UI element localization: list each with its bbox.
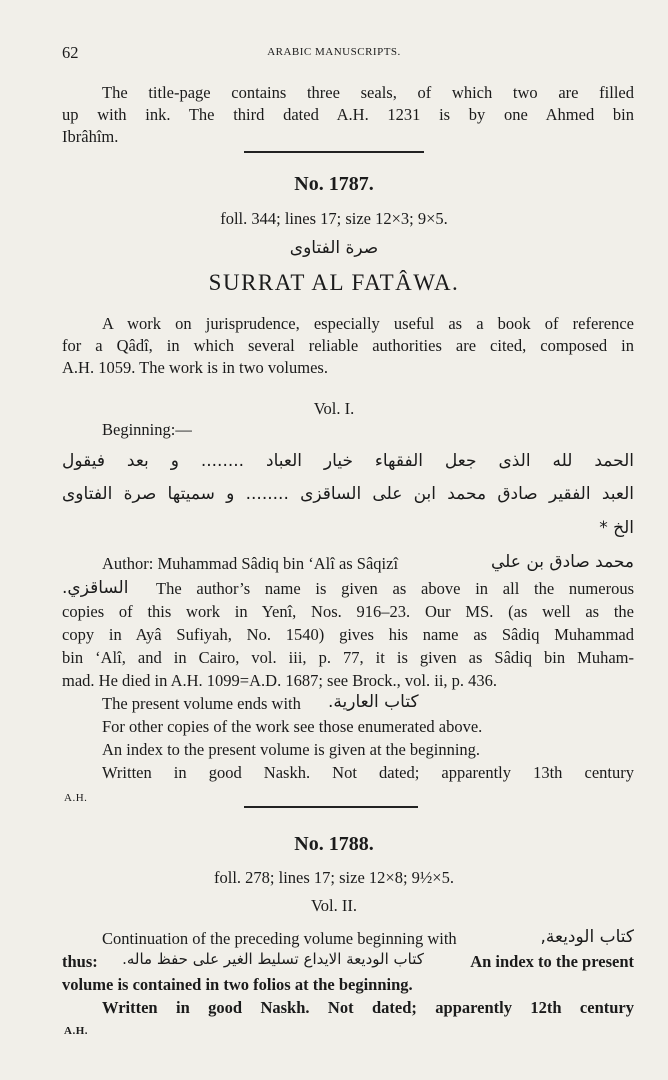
intro-line-1: The title-page contains three seals, of which two are filled xyxy=(102,83,634,102)
author-line-1: Author: Muhammad Sâdiq bin ‘Alî as Sâqizî xyxy=(102,554,399,573)
entry2-arabic-2: كتاب الوديعة الايداع تسليط الغير على حفظ ماله. xyxy=(122,950,424,968)
divider-rule-2 xyxy=(244,806,418,808)
volume-label-2: Vol. II. xyxy=(311,896,357,915)
note-line-3: An index to the present volume is given at the beginning. xyxy=(102,740,481,759)
author-line-4: copy in Ayâ Sufiyah, No. 1540) gives his name as Sâdiq Muhammad xyxy=(62,625,634,644)
ends-arabic: كتاب العارية. xyxy=(328,692,419,712)
ah-label-2: A.H. xyxy=(64,1025,88,1037)
entry2-line-5: Written in good Naskh. Not dated; apparently 12th century xyxy=(102,998,634,1017)
author-arabic: محمد صادق بن علي xyxy=(490,552,634,572)
author-line-5: bin ‘Alî, and in Cairo, vol. iii, p. 77, it is given as Sâdiq bin Muham- xyxy=(62,648,634,667)
note-line-4: Written in good Naskh. Not dated; apparently 13th century xyxy=(102,763,634,782)
beginning-label: Beginning:— xyxy=(102,420,192,439)
desc-line-3: A.H. 1059. The work is in two volumes. xyxy=(62,358,328,377)
entry-number: No. 1787. xyxy=(294,173,374,195)
entry2-line-4: volume is contained in two folios at the beginning. xyxy=(62,975,413,994)
note-line-2: For other copies of the work see those enumerated above. xyxy=(102,717,483,736)
entry-number-2: No. 1788. xyxy=(294,833,374,855)
entry2-arabic-1: كتاب الوديعة, xyxy=(540,927,634,947)
note-line-1: The present volume ends with xyxy=(102,694,301,713)
author-line-6: mad. He died in A.H. 1099=A.D. 1687; see Brock., vol. ii, p. 436. xyxy=(62,671,498,690)
desc-line-2: for a Qâdî, in which several reliable authorities are cited, composed in xyxy=(62,336,634,355)
ah-label-1: A.H. xyxy=(64,792,88,804)
entry2-line-2: thus: xyxy=(62,952,98,971)
arabic-beginning-3: الخ * xyxy=(599,518,634,538)
intro-line-2: up with ink. The third dated A.H. 1231 is by one Ahmed bin xyxy=(62,105,634,124)
desc-line-1: A work on jurisprudence, especially useful as a book of reference xyxy=(102,314,634,333)
entry2-line-1: Continuation of the preceding volume beginning with xyxy=(102,929,457,948)
author-line-3: copies of this work in Yenî, Nos. 916–23. Our MS. (as well as the xyxy=(62,602,634,621)
arabic-beginning-2: العبد الفقير صادق محمد ابن على الساقزى ........ و سميتها صرة الفتاوى xyxy=(62,484,634,504)
author-line-2: The author’s name is given as above in all the numerous xyxy=(156,579,634,598)
page-number: 62 xyxy=(62,43,79,62)
intro-line-3: Ibrâhîm. xyxy=(62,127,119,146)
entry2-line-3: An index to the present xyxy=(470,952,634,971)
arabic-title: صرة الفتاوى xyxy=(289,238,379,258)
divider-rule xyxy=(244,151,424,153)
entry-specs: foll. 344; lines 17; size 12×3; 9×5. xyxy=(220,209,448,228)
author-arabic-2: الساقزي. xyxy=(62,578,129,598)
running-title: ARABIC MANUSCRIPTS. xyxy=(267,46,401,58)
work-title: SURRAT AL FATÂWA. xyxy=(208,270,460,295)
arabic-beginning-1: الحمد لله الذى جعل الفقهاء خيار العباد ........ و بعد فيقول xyxy=(62,451,634,471)
volume-label: Vol. I. xyxy=(313,399,355,418)
entry-specs-2: foll. 278; lines 17; size 12×8; 9½×5. xyxy=(214,868,454,887)
